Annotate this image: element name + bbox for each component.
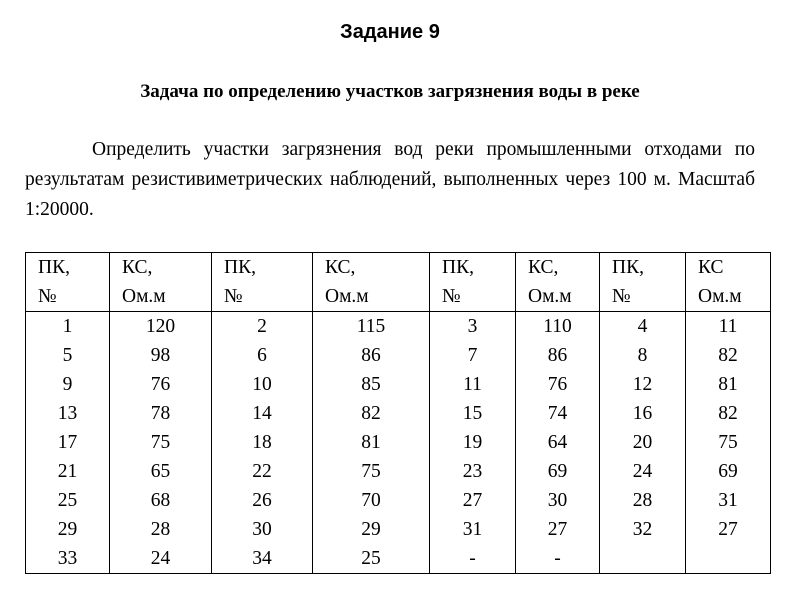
- resistivity-cell: 82: [313, 399, 430, 428]
- column-header-line: Ом.м: [122, 286, 166, 307]
- table-body: [26, 312, 771, 574]
- picket-cell: 13: [26, 399, 110, 428]
- resistivity-cell: 64: [516, 428, 600, 457]
- column-header: [212, 253, 313, 312]
- picket-cell: 25: [26, 486, 110, 515]
- resistivity-cell: 74: [516, 399, 600, 428]
- picket-cell: [600, 544, 686, 574]
- picket-cell: 2: [212, 312, 313, 342]
- column-header: [430, 253, 516, 312]
- picket-cell: 27: [430, 486, 516, 515]
- picket-cell: 18: [212, 428, 313, 457]
- table-row: [26, 312, 771, 342]
- table-row: [26, 515, 771, 544]
- column-header-line: ПК,: [224, 257, 256, 278]
- picket-cell: 30: [212, 515, 313, 544]
- resistivity-cell: 86: [516, 341, 600, 370]
- table-row: [26, 428, 771, 457]
- column-header: [600, 253, 686, 312]
- table-header: [26, 253, 771, 312]
- resistivity-cell: 81: [313, 428, 430, 457]
- picket-cell: 11: [430, 370, 516, 399]
- picket-cell: 19: [430, 428, 516, 457]
- table-row: [26, 457, 771, 486]
- picket-cell: 23: [430, 457, 516, 486]
- column-header-line: №: [442, 286, 461, 307]
- resistivity-cell: 75: [313, 457, 430, 486]
- picket-cell: 32: [600, 515, 686, 544]
- task-description: Определить участки загрязнения вод реки промышленными отходами по результатам резистивиметрических наблюдений, выполненных через 100 м. Масштаб 1:20000.: [25, 139, 755, 220]
- resistivity-cell: 70: [313, 486, 430, 515]
- column-header-line: ПК,: [38, 257, 70, 278]
- resistivity-cell: 86: [313, 341, 430, 370]
- resistivity-cell: 120: [110, 312, 212, 342]
- page-heading: Задание 9: [340, 21, 440, 43]
- table-row: [26, 544, 771, 574]
- picket-cell: 3: [430, 312, 516, 342]
- picket-cell: 4: [600, 312, 686, 342]
- column-header-line: №: [612, 286, 631, 307]
- picket-cell: 28: [600, 486, 686, 515]
- resistivity-cell: 115: [313, 312, 430, 342]
- resistivity-cell: 75: [110, 428, 212, 457]
- resistivity-cell: 82: [686, 341, 771, 370]
- picket-cell: 17: [26, 428, 110, 457]
- picket-cell: 34: [212, 544, 313, 574]
- table-row: [26, 399, 771, 428]
- resistivity-cell: 29: [313, 515, 430, 544]
- column-header-line: КС,: [122, 257, 153, 278]
- resistivity-cell: 25: [313, 544, 430, 574]
- column-header: [516, 253, 600, 312]
- table-row: [26, 486, 771, 515]
- resistivity-cell: 75: [686, 428, 771, 457]
- resistivity-cell: 76: [110, 370, 212, 399]
- resistivity-cell: -: [516, 544, 600, 574]
- picket-cell: -: [430, 544, 516, 574]
- column-header-line: Ом.м: [325, 286, 369, 307]
- column-header-line: КС: [698, 257, 724, 278]
- picket-cell: 12: [600, 370, 686, 399]
- column-header: [686, 253, 771, 312]
- picket-cell: 29: [26, 515, 110, 544]
- resistivity-cell: 69: [516, 457, 600, 486]
- resistivity-cell: 27: [516, 515, 600, 544]
- resistivity-cell: 11: [686, 312, 771, 342]
- picket-cell: 9: [26, 370, 110, 399]
- picket-cell: 6: [212, 341, 313, 370]
- header-row: [26, 253, 771, 312]
- resistivity-cell: 82: [686, 399, 771, 428]
- resistivity-cell: 31: [686, 486, 771, 515]
- picket-cell: 20: [600, 428, 686, 457]
- picket-cell: 16: [600, 399, 686, 428]
- resistivity-cell: 98: [110, 341, 212, 370]
- table-row: [26, 341, 771, 370]
- picket-cell: 15: [430, 399, 516, 428]
- picket-cell: 21: [26, 457, 110, 486]
- column-header-line: ПК,: [442, 257, 474, 278]
- resistivity-cell: 24: [110, 544, 212, 574]
- resistivity-cell: 68: [110, 486, 212, 515]
- column-header-line: №: [38, 286, 57, 307]
- column-header-line: №: [224, 286, 243, 307]
- resistivity-cell: [686, 544, 771, 574]
- column-header: [110, 253, 212, 312]
- picket-cell: 10: [212, 370, 313, 399]
- resistivity-cell: 85: [313, 370, 430, 399]
- column-header: [313, 253, 430, 312]
- column-header-line: Ом.м: [698, 286, 742, 307]
- column-header: [26, 253, 110, 312]
- resistivity-cell: 78: [110, 399, 212, 428]
- resistivity-cell: 81: [686, 370, 771, 399]
- picket-cell: 1: [26, 312, 110, 342]
- picket-cell: 31: [430, 515, 516, 544]
- column-header-line: КС,: [325, 257, 356, 278]
- resistivity-cell: 27: [686, 515, 771, 544]
- picket-cell: 5: [26, 341, 110, 370]
- picket-cell: 7: [430, 341, 516, 370]
- resistivity-cell: 28: [110, 515, 212, 544]
- column-header-line: КС,: [528, 257, 559, 278]
- resistivity-cell: 110: [516, 312, 600, 342]
- column-header-line: ПК,: [612, 257, 644, 278]
- resistivity-cell: 30: [516, 486, 600, 515]
- table-row: [26, 370, 771, 399]
- resistivity-cell: 76: [516, 370, 600, 399]
- column-header-line: Ом.м: [528, 286, 572, 307]
- picket-cell: 8: [600, 341, 686, 370]
- picket-cell: 14: [212, 399, 313, 428]
- picket-cell: 33: [26, 544, 110, 574]
- picket-cell: 26: [212, 486, 313, 515]
- resistivity-cell: 69: [686, 457, 771, 486]
- measurements-table: [25, 252, 771, 574]
- picket-cell: 22: [212, 457, 313, 486]
- task-title: Задача по определению участков загрязнения воды в реке: [140, 81, 640, 102]
- picket-cell: 24: [600, 457, 686, 486]
- resistivity-cell: 65: [110, 457, 212, 486]
